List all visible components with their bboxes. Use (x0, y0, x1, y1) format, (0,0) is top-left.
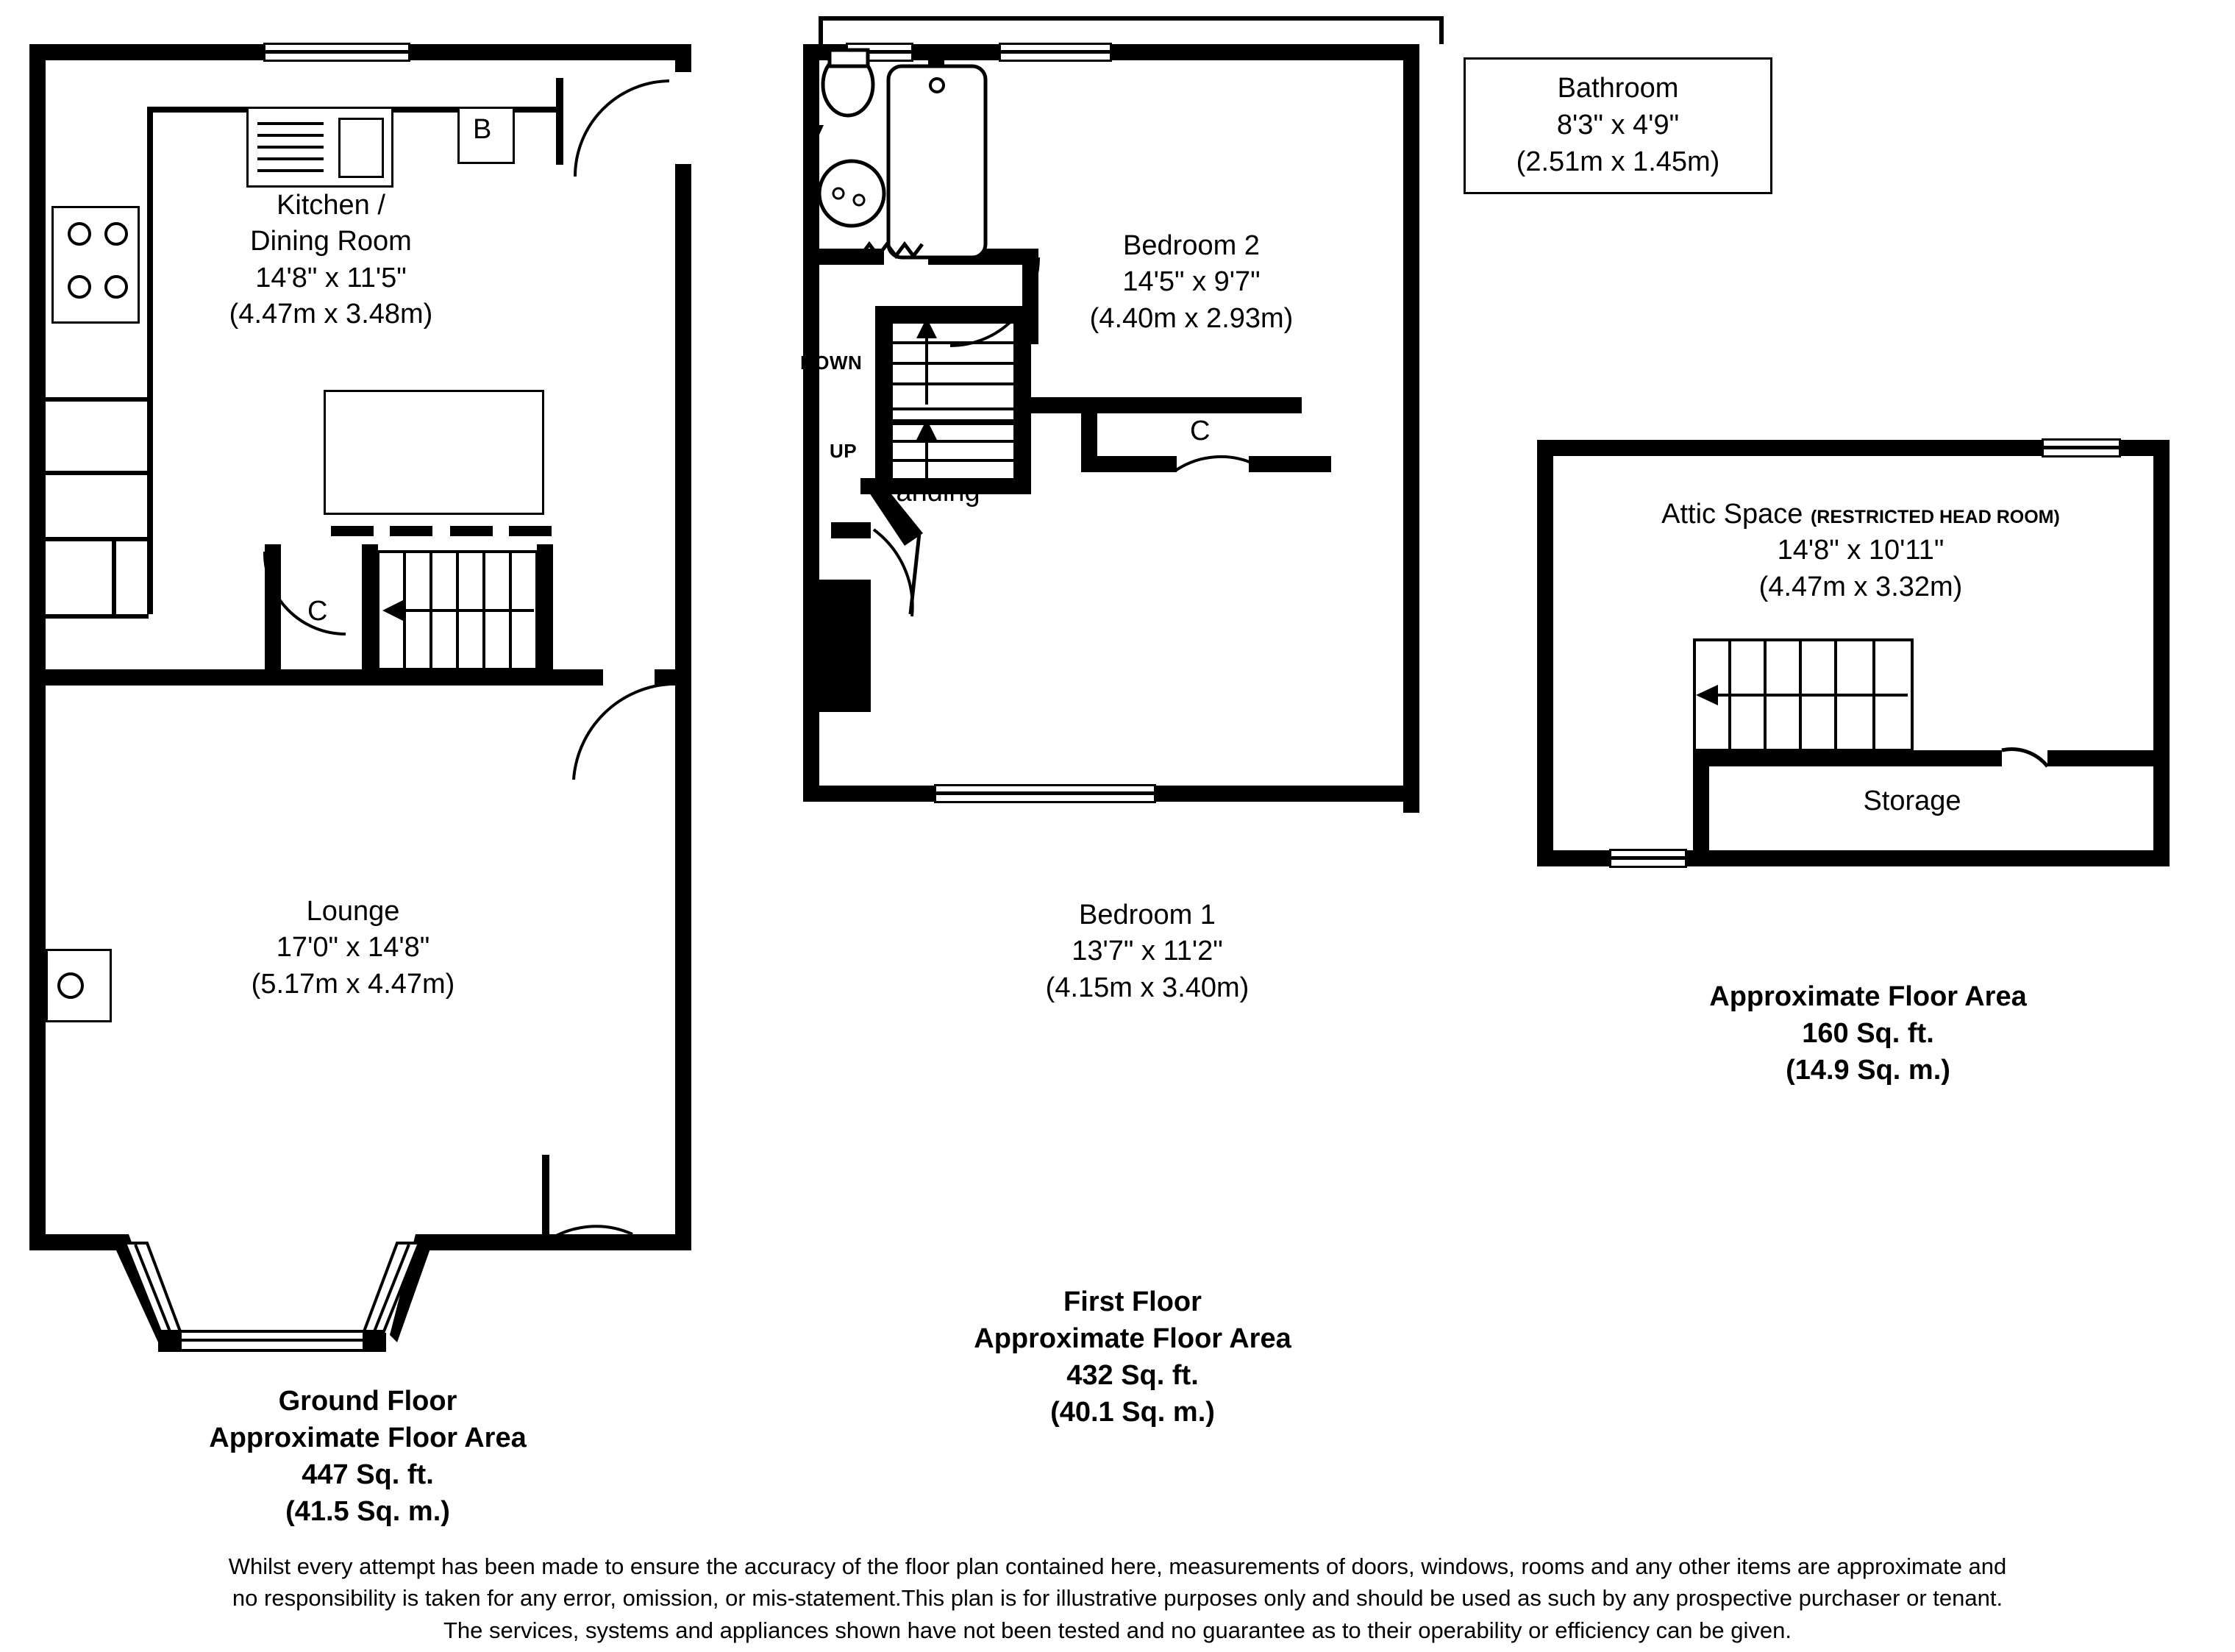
attic-metric: (4.47m x 3.32m) (1758, 571, 1963, 602)
disclaimer-line-3: The services, systems and appliances shown have not been tested and no guarantee as to their operability or efficiency can be given. (443, 1617, 1792, 1643)
gf-caption-sqm: (41.5 Sq. m.) (285, 1496, 450, 1528)
gf-caption-subtitle: Approximate Floor Area (209, 1423, 527, 1454)
gf-caption-title: Ground Floor (278, 1386, 457, 1417)
attic-caption-sqm: (14.9 Sq. m.) (1786, 1055, 1950, 1086)
bathroom-metric: (2.51m x 1.45m) (1516, 146, 1720, 178)
attic-line1: Attic Space (1661, 499, 1803, 530)
bathroom-title: Bathroom (1557, 73, 1679, 104)
gf-lounge-label (199, 894, 507, 1003)
gf-cupboard-tag: C (307, 596, 328, 627)
ff-bedroom2-line1: Bedroom 2 (1123, 230, 1260, 261)
first-floor-plan (787, 15, 1478, 1265)
attic-space-label (1633, 496, 2089, 605)
ff-stairs-down-label: DOWN (800, 352, 863, 374)
gf-kitchen-imperial: 14'8" x 11'5" (255, 262, 407, 293)
gf-kitchen-label (177, 188, 485, 333)
gf-kitchen-line1: Kitchen / (277, 190, 385, 221)
ff-cupboard-tag: C (1190, 416, 1211, 446)
disclaimer-line-1: Whilst every attempt has been made to ensure the accuracy of the floor plan contained here, measurements of doors, windows, rooms and any other items are approximate and (228, 1553, 2007, 1579)
gf-kitchen-line2: Dining Room (250, 226, 412, 257)
ff-caption-sqm: (40.1 Sq. m.) (1050, 1397, 1215, 1428)
ff-bedroom1-line1: Bedroom 1 (1079, 900, 1216, 930)
ff-caption-subtitle: Approximate Floor Area (974, 1323, 1291, 1355)
gf-lounge-imperial: 17'0" x 14'8" (276, 932, 430, 964)
bathroom-callout-box (1464, 57, 1772, 194)
attic-caption-subtitle: Approximate Floor Area (1709, 981, 2027, 1012)
attic-storage-label (1817, 783, 2008, 819)
gf-kitchen-metric: (4.47m x 3.48m) (229, 299, 433, 330)
attic-floor-plan (1522, 427, 2184, 897)
bathroom-imperial: 8'3" x 4'9" (1556, 110, 1680, 141)
disclaimer-line-2: no responsibility is taken for any error, omission, or mis-statement.This plan is for illustrative purposes only and should be used as such by any prospective purchaser or tenant. (232, 1585, 2003, 1612)
attic-caption-sqft: 160 Sq. ft. (1802, 1018, 1934, 1050)
gf-caption-sqft: 447 Sq. ft. (302, 1459, 434, 1491)
ff-bedroom1-label (1000, 897, 1294, 1006)
ff-bedroom1-imperial: 13'7" x 11'2" (1072, 936, 1223, 967)
gf-boiler-tag: B (473, 114, 492, 145)
ff-bedroom2-label (1044, 228, 1338, 337)
ff-caption-title: First Floor (1063, 1286, 1202, 1317)
ff-landing-line1: Landing (880, 477, 980, 508)
first-floor-area-caption (853, 1283, 1412, 1431)
ground-floor-area-caption (88, 1383, 647, 1531)
ground-floor-plan (29, 37, 706, 1383)
attic-area-caption (1618, 978, 2118, 1089)
attic-imperial: 14'8" x 10'11" (1777, 535, 1945, 566)
attic-note: (RESTRICTED HEAD ROOM) (1810, 507, 2060, 527)
ff-landing-label (838, 474, 1022, 510)
ff-bedroom2-imperial: 14'5" x 9'7" (1122, 266, 1261, 298)
attic-title-row (1633, 496, 2089, 533)
gf-lounge-metric: (5.17m x 4.47m) (251, 968, 455, 1000)
disclaimer-text (0, 1550, 2235, 1646)
ff-landing-diagonal (787, 15, 1478, 1265)
ff-bedroom2-metric: (4.40m x 2.93m) (1089, 302, 1294, 334)
ff-stairs-up-label: UP (830, 440, 858, 462)
ff-caption-sqft: 432 Sq. ft. (1066, 1360, 1199, 1392)
attic-storage-line1: Storage (1863, 786, 1961, 816)
gf-lounge-line1: Lounge (306, 896, 400, 927)
ff-bedroom1-metric: (4.15m x 3.40m) (1045, 972, 1250, 1003)
